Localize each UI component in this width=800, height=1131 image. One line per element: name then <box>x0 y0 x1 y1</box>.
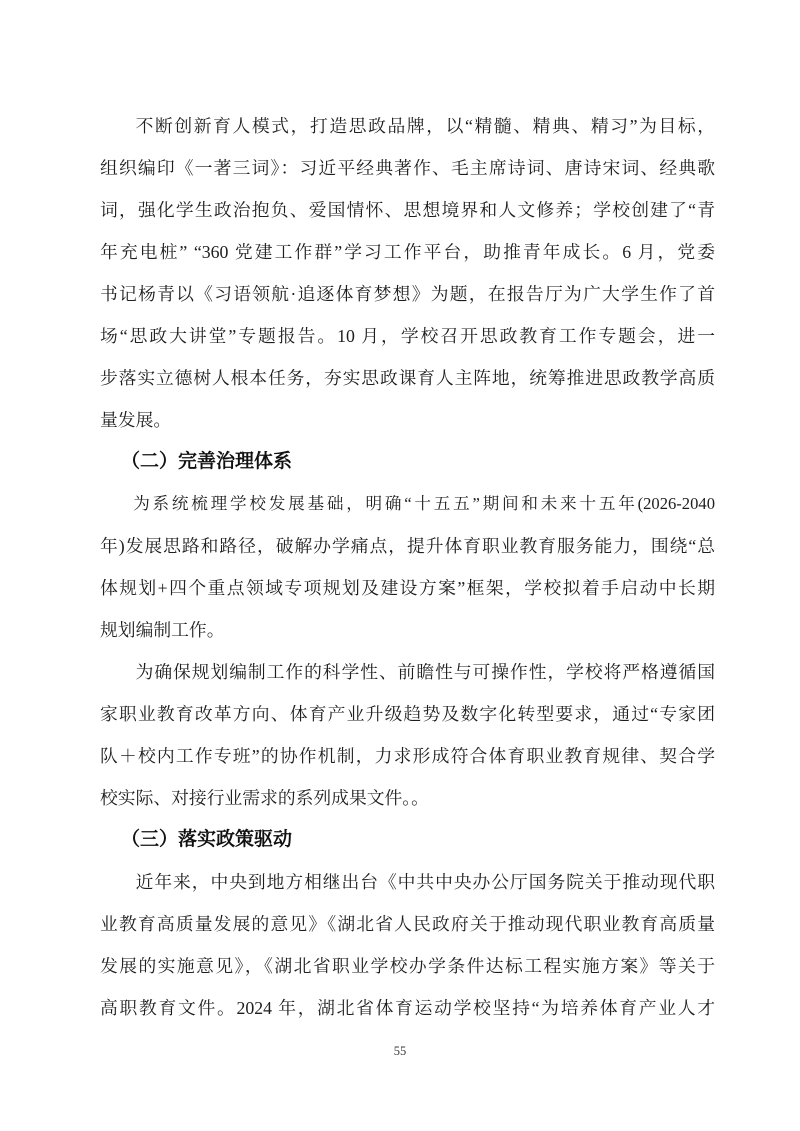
text-line: 校实际、对接行业需求的系列成果文件。。 <box>100 788 429 808</box>
text-line: 年充电桩” “360 党建工作群”学习工作平台，助推青年成长。6 月，党委 <box>100 242 715 262</box>
text-line: 组织编印《一著三词》：习近平经典著作、毛主席诗词、唐诗宋词、经典歌 <box>100 158 715 178</box>
text-line: 场“思政大讲堂”专题报告。10 月，学校召开思政教育工作专题会，进一 <box>100 326 715 346</box>
text-line: 量发展。 <box>100 410 172 430</box>
page-number: 55 <box>393 1044 407 1058</box>
section-heading-governance: （二）完善治理体系 <box>121 451 293 472</box>
text-line: 书记杨青以《习语领航·追逐体育梦想》为题，在报告厅为广大学生作了首 <box>100 284 715 304</box>
text-line: 发展的实施意见》，《湖北省职业学校办学条件达标工程实施方案》等关于 <box>100 956 715 976</box>
text-line: 步落实立德树人根本任务，夯实思政课育人主阵地，统筹推进思政教学高质 <box>100 368 715 388</box>
text-line: 年)发展思路和路径，破解办学痛点，提升体育职业教育服务能力，围绕“总 <box>100 536 715 556</box>
paragraph-policy-documents <box>100 861 715 1029</box>
page-footer <box>0 1042 800 1060</box>
text-line: 业教育高质量发展的意见》《湖北省人民政府关于推动现代职业教育高质量 <box>100 914 715 934</box>
text-line: 近年来，中央到地方相继出台《中共中央办公厅国务院关于推动现代职 <box>135 872 715 892</box>
text-line: 为系统梳理学校发展基础，明确“十五五”期间和未来十五年(2026-2040 <box>133 494 715 513</box>
text-line: 高职教育文件。2024 年，湖北省体育运动学校坚持“为培养体育产业人才 <box>100 998 715 1018</box>
text-line: 体规划+四个重点领域专项规划及建设方案”框架，学校拟着手启动中长期 <box>100 578 715 598</box>
text-line: 词，强化学生政治抱负、爱国情怀、思想境界和人文修养；学校创建了“青 <box>100 200 715 220</box>
paragraph-ideology-education <box>100 105 715 441</box>
text-line: 为确保规划编制工作的科学性、前瞻性与可操作性，学校将严格遵循国 <box>135 662 715 682</box>
page-content <box>100 105 715 1029</box>
paragraph-planning-framework <box>100 483 715 651</box>
paragraph-planning-mechanism <box>100 651 715 819</box>
text-line: 家职业教育改革方向、体育产业升级趋势及数字化转型要求，通过“专家团 <box>100 704 715 724</box>
text-line: 队＋校内工作专班”的协作机制，力求形成符合体育职业教育规律、契合学 <box>100 746 715 766</box>
text-line: 规划编制工作。 <box>100 620 225 640</box>
text-line: 不断创新育人模式，打造思政品牌，以“精髓、精典、精习”为目标， <box>135 116 715 136</box>
section-heading-policy: （三）落实政策驱动 <box>121 829 293 850</box>
